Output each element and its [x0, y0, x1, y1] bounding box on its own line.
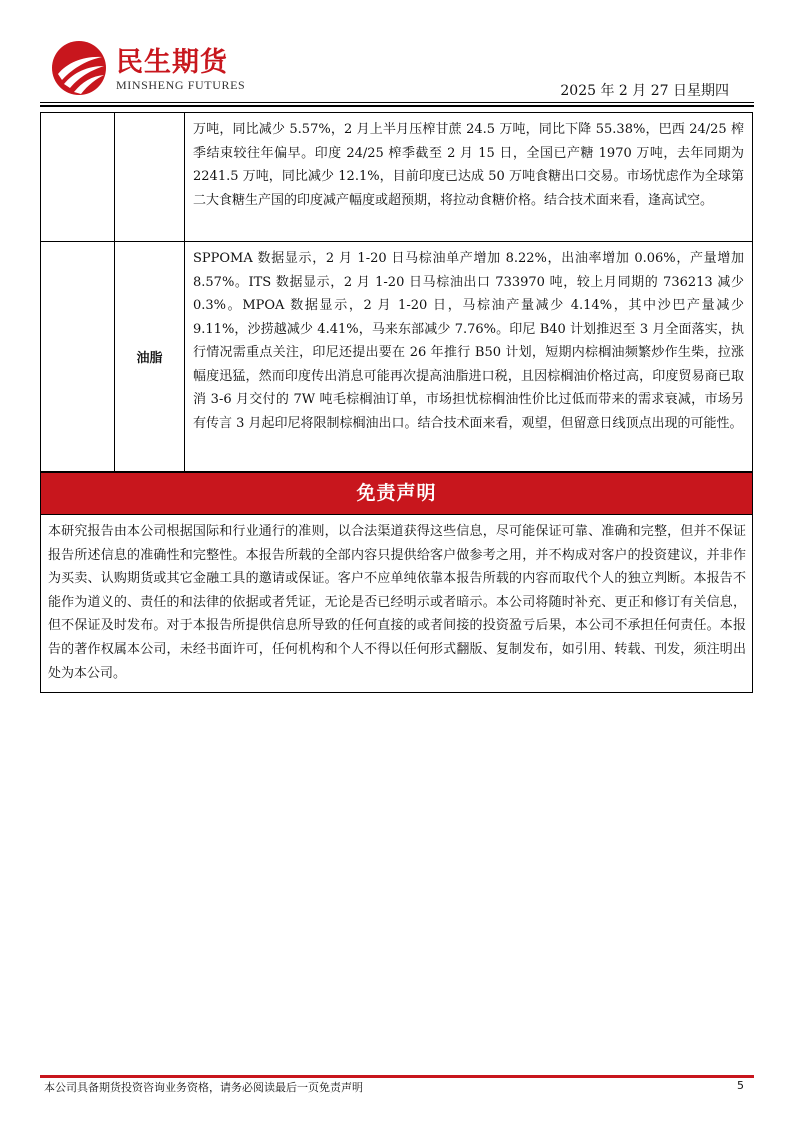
table-cell-empty — [41, 242, 115, 472]
table-cell-empty — [41, 113, 115, 242]
brand-name-en: MINSHENG FUTURES — [116, 78, 246, 92]
minsheng-logo — [50, 40, 108, 96]
commodity-analysis-text: 万吨，同比减少 5.57%，2 月上半月压榨甘蔗 24.5 万吨，同比下降 55.38%，巴西 24/25 榨季结束较往年偏早。印度 24/25 榨季截至 2 月 15 日，全国已产糖 1970 万吨，去年同期为 2241.5 万吨，同比减少 12.1%，目前印度已达成 50 万吨食糖出口交易。市场忧虑作为全球第二大食糖生产国的印度减产幅度或超预期，将拉动食糖价格。结合技术面来看，逢高试空。 — [193, 122, 744, 208]
footer-divider — [40, 1075, 754, 1078]
header-divider-thick — [40, 105, 754, 107]
table-row — [41, 113, 753, 242]
commodity-table — [40, 112, 753, 472]
table-cell-text — [185, 113, 753, 242]
table-cell-text — [185, 242, 753, 472]
category-label — [115, 113, 185, 242]
disclaimer-box — [40, 472, 753, 693]
disclaimer-body: 本研究报告由本公司根据国际和行业通行的准则，以合法渠道获得这些信息，尽可能保证可靠、准确和完整，但并不保证报告所述信息的准确性和完整性。本报告所载的全部内容只提供给客户做参考之用，并不构成对客户的投资建议，并非作为买卖、认购期货或其它金融工具的邀请或保证。客户不应单纯依靠本报告所载的内容而取代个人的独立判断。本报告不能作为道义的、责任的和法律的依据或者凭证，无论是否已经明示或者暗示。本公司将随时补充、更正和修订有关信息，但不保证及时发布。对于本报告所提供信息所导致的任何直接的或者间接的投资盈亏后果，本公司不承担任何责任。本报告的著作权属本公司，未经书面许可，任何机构和个人不得以任何形式翻版、复制发布，如引用、转载、刊发，须注明出处为本公司。 — [48, 524, 746, 681]
page-header — [0, 0, 794, 112]
disclaimer-title: 免责声明 — [41, 473, 752, 515]
page-number: 5 — [737, 1079, 744, 1092]
header-divider — [40, 102, 754, 103]
commodity-analysis-text: SPPOMA 数据显示，2 月 1-20 日马棕油单产增加 8.22%，出油率增加 0.06%，产量增加 8.57%。ITS 数据显示，2 月 1-20 日马棕油出口 733970 吨，较上月同期的 736213 减少 0.3%。MPOA 数据显示，2 月 1-20 日，马棕油产量减少 4.14%，其中沙巴产量减少 9.11%，沙捞越减少 4.41%，马来东部减少 7.76%。印尼 B40 计划推迟至 3 月全面落实，执行情况需重点关注，印尼还提出要在 26 年推行 B50 计划，短期内棕榈油频繁炒作生柴，拉涨幅度迅猛，然而印度传出消息可能再次提高油脂进口税，且因棕榈油价格过高，印度贸易商已取消 3-6 月交付的 7W 吨毛棕榈油订单，市场担忧棕榈油性价比过低而带来的需求衰减，市场另有传言 3 月起印尼将限制棕榈油出口。结合技术面来看，观望，但留意日线顶点出现的可能性。 — [193, 251, 744, 431]
brand-name-cn: 民生期货 — [116, 47, 228, 78]
report-date: 2025 年 2 月 27 日星期四 — [560, 83, 729, 99]
table-row — [41, 242, 753, 472]
category-label: 油脂 — [115, 242, 185, 472]
footer-notice: 本公司具备期货投资咨询业务资格，请务必阅读最后一页免责声明 — [44, 1081, 363, 1094]
